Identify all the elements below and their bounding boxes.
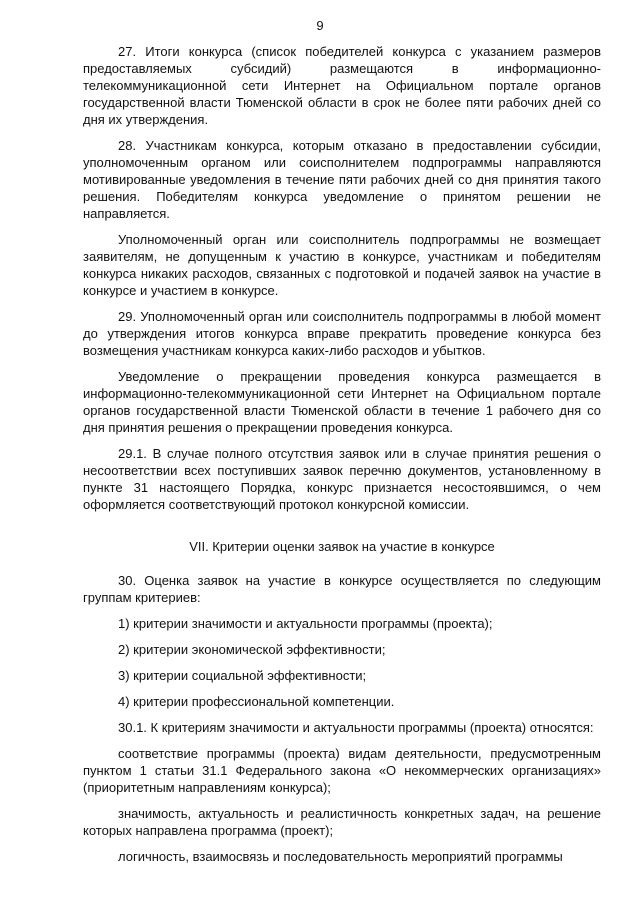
criterion-significance: значимость, актуальность и реалистичность конкретных задач, на решение которых направлена программа (проект); [83, 806, 601, 838]
document-body [83, 43, 601, 865]
criterion-logic: логичность, взаимосвязь и последовательность мероприятий программы [118, 849, 563, 864]
criterion-compliance: соответствие программы (проекта) видам деятельности, предусмотренным пунктом 1 статьи 31.1 Федерального закона «О некоммерческих организациях» (приоритетным направлениям конкурса); [83, 746, 601, 795]
page-number: 9 [316, 18, 324, 33]
paragraph-30: 30. Оценка заявок на участие в конкурсе осуществляется по следующим группам критериев: [83, 573, 601, 605]
paragraph-29: 29. Уполномоченный орган или соисполнитель подпрограммы в любой момент до утверждения итогов конкурса вправе прекратить проведение конкурса без возмещения участникам конкурса каких-либо расходов и убытков. [83, 309, 601, 358]
paragraph-no-reimbursement: Уполномоченный орган или соисполнитель подпрограммы не возмещает заявителям, не допущенным к участию в конкурсе, участникам и победителям конкурса никаких расходов, связанных с подготовкой и подачей заявок на участие в конкурсе и участием в конкурсе. [83, 232, 601, 298]
criteria-item-2: 2) критерии экономической эффективности; [118, 642, 386, 657]
criteria-item-1: 1) критерии значимости и актуальности программы (проекта); [118, 616, 493, 631]
criteria-item-3: 3) критерии социальной эффективности; [118, 668, 367, 683]
paragraph-28: 28. Участникам конкурса, которым отказано в предоставлении субсидии, уполномоченным органом или соисполнителем подпрограммы направляются мотивированные уведомления в течение пяти рабочих дней со дня принятия такого решения. Победителям конкурса уведомление о принятом решении не направляется. [83, 138, 601, 221]
section-heading: VII. Критерии оценки заявок на участие в конкурсе [189, 539, 495, 554]
criteria-item-4: 4) критерии профессиональной компетенции. [118, 694, 395, 709]
paragraph-termination-notice: Уведомление о прекращении проведения конкурса размещается в информационно-телекоммуникационной сети Интернет на Официальном портале органов государственной власти Тюменской области в течение 1 рабочего дня со дня принятия решения о прекращении проведения конкурса. [83, 369, 601, 435]
paragraph-29-1: 29.1. В случае полного отсутствия заявок или в случае принятия решения о несоответствии всех поступивших заявок перечню документов, установленному в пункте 31 настоящего Порядка, конкурс признается несостоявшимся, о чем оформляется соответствующий протокол конкурсной комиссии. [83, 446, 601, 512]
paragraph-30-1: 30.1. К критериям значимости и актуальности программы (проекта) относятся: [118, 720, 594, 735]
paragraph-27: 27. Итоги конкурса (список победителей конкурса с указанием размеров предоставляемых субсидий) размещаются в информационно-телекоммуникационной сети Интернет на Официальном портале органов государственной власти Тюменской области в срок не более пяти рабочих дней со дня их утверждения. [83, 44, 601, 127]
